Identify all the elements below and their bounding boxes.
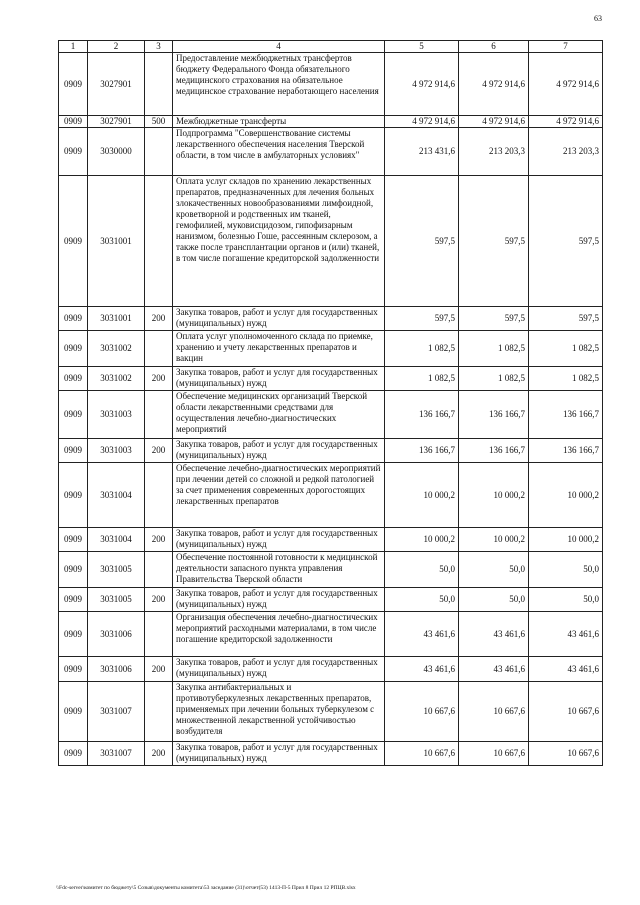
article-code: 3031003 — [88, 439, 145, 463]
article-code: 3030000 — [88, 128, 145, 176]
value-col-6: 1 082,5 — [459, 331, 529, 367]
section-code: 0909 — [59, 331, 88, 367]
table-row — [59, 331, 603, 367]
article-code: 3031002 — [88, 331, 145, 367]
value-col-5: 10 667,6 — [385, 682, 459, 742]
table-row — [59, 307, 603, 331]
table-row — [59, 53, 603, 116]
expense-type-code: 200 — [145, 657, 173, 682]
section-code: 0909 — [59, 128, 88, 176]
value-col-5: 43 461,6 — [385, 657, 459, 682]
table-row — [59, 128, 603, 176]
header-row — [59, 41, 603, 53]
section-code: 0909 — [59, 552, 88, 588]
article-code: 3031005 — [88, 588, 145, 612]
value-col-7: 50,0 — [529, 588, 603, 612]
row-name: Закупка товаров, работ и услуг для государственных (муниципальных) нужд — [173, 742, 385, 766]
header-col-6: 6 — [459, 41, 529, 53]
value-col-5: 136 166,7 — [385, 391, 459, 439]
value-col-6: 213 203,3 — [459, 128, 529, 176]
value-col-7: 10 000,2 — [529, 528, 603, 552]
table-row — [59, 612, 603, 657]
value-col-5: 1 082,5 — [385, 367, 459, 391]
section-code: 0909 — [59, 588, 88, 612]
row-name: Подпрограмма "Совершенствование системы лекарственного обеспечения населения Тверской области, в том числе в амбулаторных условиях" — [173, 128, 385, 176]
article-code: 3027901 — [88, 53, 145, 116]
article-code: 3031003 — [88, 391, 145, 439]
article-code: 3031005 — [88, 552, 145, 588]
value-col-7: 136 166,7 — [529, 439, 603, 463]
row-name: Закупка товаров, работ и услуг для государственных (муниципальных) нужд — [173, 528, 385, 552]
table-row — [59, 176, 603, 307]
value-col-5: 597,5 — [385, 176, 459, 307]
expense-type-code — [145, 612, 173, 657]
article-code: 3031006 — [88, 657, 145, 682]
table-row — [59, 439, 603, 463]
row-name: Оплата услуг складов по хранению лекарственных препаратов, предназначенных для лечения больных злокачественных новообразованиями лимфоидной, кроветворной и родственных им тканей, гемофилией, муковисцидозом, гипофизарным нанизмом, болезнью Гоше, рассеянным склерозом, а также после трансплантации органов и (или) тканей, в том числе погашение кредиторской задолженности — [173, 176, 385, 307]
table-row — [59, 528, 603, 552]
value-col-7: 1 082,5 — [529, 367, 603, 391]
value-col-6: 43 461,6 — [459, 657, 529, 682]
value-col-5: 10 000,2 — [385, 528, 459, 552]
header-col-1: 1 — [59, 41, 88, 53]
page-number: 63 — [594, 14, 602, 23]
article-code: 3031007 — [88, 742, 145, 766]
header-col-3: 3 — [145, 41, 173, 53]
expense-type-code: 200 — [145, 307, 173, 331]
value-col-7: 10 667,6 — [529, 742, 603, 766]
table-row — [59, 391, 603, 439]
value-col-6: 136 166,7 — [459, 391, 529, 439]
value-col-5: 50,0 — [385, 552, 459, 588]
header-col-5: 5 — [385, 41, 459, 53]
row-name: Обеспечение лечебно-диагностических мероприятий при лечении детей со сложной и редкой патологией за счет применения современных дорогостоящих лекарственных препаратов — [173, 463, 385, 528]
section-code: 0909 — [59, 391, 88, 439]
section-code: 0909 — [59, 116, 88, 128]
article-code: 3031004 — [88, 463, 145, 528]
section-code: 0909 — [59, 176, 88, 307]
expense-type-code — [145, 463, 173, 528]
expense-type-code — [145, 682, 173, 742]
section-code: 0909 — [59, 307, 88, 331]
value-col-5: 10 000,2 — [385, 463, 459, 528]
section-code: 0909 — [59, 612, 88, 657]
value-col-7: 1 082,5 — [529, 331, 603, 367]
value-col-5: 1 082,5 — [385, 331, 459, 367]
value-col-5: 43 461,6 — [385, 612, 459, 657]
value-col-5: 597,5 — [385, 307, 459, 331]
table-row — [59, 367, 603, 391]
value-col-6: 43 461,6 — [459, 612, 529, 657]
header-col-7: 7 — [529, 41, 603, 53]
value-col-7: 213 203,3 — [529, 128, 603, 176]
table-row — [59, 116, 603, 128]
value-col-6: 10 000,2 — [459, 528, 529, 552]
value-col-6: 50,0 — [459, 588, 529, 612]
section-code: 0909 — [59, 528, 88, 552]
expense-type-code: 200 — [145, 528, 173, 552]
value-col-7: 597,5 — [529, 176, 603, 307]
value-col-6: 50,0 — [459, 552, 529, 588]
row-name: Закупка товаров, работ и услуг для государственных (муниципальных) нужд — [173, 657, 385, 682]
section-code: 0909 — [59, 439, 88, 463]
section-code: 0909 — [59, 742, 88, 766]
section-code: 0909 — [59, 463, 88, 528]
expense-type-code — [145, 53, 173, 116]
value-col-7: 4 972 914,6 — [529, 53, 603, 116]
article-code: 3031002 — [88, 367, 145, 391]
value-col-7: 597,5 — [529, 307, 603, 331]
row-name: Закупка товаров, работ и услуг для государственных (муниципальных) нужд — [173, 367, 385, 391]
article-code: 3031001 — [88, 176, 145, 307]
expense-type-code — [145, 331, 173, 367]
row-name: Организация обеспечения лечебно-диагностических мероприятий расходными материалами, в том числе погашение кредиторской задолженности — [173, 612, 385, 657]
value-col-6: 10 000,2 — [459, 463, 529, 528]
value-col-5: 213 431,6 — [385, 128, 459, 176]
value-col-5: 136 166,7 — [385, 439, 459, 463]
value-col-7: 10 000,2 — [529, 463, 603, 528]
value-col-7: 136 166,7 — [529, 391, 603, 439]
section-code: 0909 — [59, 367, 88, 391]
table-row — [59, 552, 603, 588]
budget-table — [58, 40, 603, 766]
article-code: 3031004 — [88, 528, 145, 552]
value-col-6: 1 082,5 — [459, 367, 529, 391]
table-row — [59, 588, 603, 612]
article-code: 3031007 — [88, 682, 145, 742]
expense-type-code — [145, 552, 173, 588]
value-col-5: 4 972 914,6 — [385, 53, 459, 116]
expense-type-code: 500 — [145, 116, 173, 128]
value-col-6: 4 972 914,6 — [459, 53, 529, 116]
article-code: 3027901 — [88, 116, 145, 128]
value-col-5: 50,0 — [385, 588, 459, 612]
table-row — [59, 742, 603, 766]
row-name: Предоставление межбюджетных трансфертов бюджету Федерального Фонда обязательного медицинского страхования на обязательное медицинское страхование неработающего населения — [173, 53, 385, 116]
value-col-6: 136 166,7 — [459, 439, 529, 463]
value-col-5: 10 667,6 — [385, 742, 459, 766]
value-col-7: 10 667,6 — [529, 682, 603, 742]
expense-type-code: 200 — [145, 742, 173, 766]
expense-type-code — [145, 128, 173, 176]
value-col-7: 50,0 — [529, 552, 603, 588]
article-code: 3031006 — [88, 612, 145, 657]
article-code: 3031001 — [88, 307, 145, 331]
section-code: 0909 — [59, 53, 88, 116]
value-col-6: 4 972 914,6 — [459, 116, 529, 128]
value-col-7: 43 461,6 — [529, 657, 603, 682]
section-code: 0909 — [59, 657, 88, 682]
value-col-6: 597,5 — [459, 307, 529, 331]
header-col-4: 4 — [173, 41, 385, 53]
row-name: Оплата услуг уполномоченного склада по приемке, хранению и учету лекарственных препаратов и вакцин — [173, 331, 385, 367]
expense-type-code: 200 — [145, 439, 173, 463]
row-name: Обеспечение постоянной готовности к медицинской деятельности запасного пункта управления Правительства Тверской области — [173, 552, 385, 588]
expense-type-code: 200 — [145, 367, 173, 391]
value-col-5: 4 972 914,6 — [385, 116, 459, 128]
row-name: Обеспечение медицинских организаций Тверской области лекарственными средствами для осуществления лечебно-диагностических мероприятий — [173, 391, 385, 439]
expense-type-code — [145, 391, 173, 439]
row-name: Закупка антибактериальных и противотуберкулезных лекарственных препаратов, применяемых при лечении больных туберкулезом с множественной лекарственной устойчивостью возбудителя — [173, 682, 385, 742]
value-col-6: 10 667,6 — [459, 742, 529, 766]
header-col-2: 2 — [88, 41, 145, 53]
table-row — [59, 682, 603, 742]
file-path-footer: \\Fdc-server\комитет по бюджету\5 Созыв\документы комитета\53 заседание (31)\отчет(53) 1413-П-5 Прил 8 Прил 12 РПЦВ.xlsx — [56, 885, 356, 891]
value-col-7: 4 972 914,6 — [529, 116, 603, 128]
expense-type-code — [145, 176, 173, 307]
section-code: 0909 — [59, 682, 88, 742]
row-name: Межбюджетные трансферты — [173, 116, 385, 128]
table-row — [59, 463, 603, 528]
expense-type-code: 200 — [145, 588, 173, 612]
value-col-6: 10 667,6 — [459, 682, 529, 742]
value-col-7: 43 461,6 — [529, 612, 603, 657]
table-row — [59, 657, 603, 682]
row-name: Закупка товаров, работ и услуг для государственных (муниципальных) нужд — [173, 588, 385, 612]
value-col-6: 597,5 — [459, 176, 529, 307]
row-name: Закупка товаров, работ и услуг для государственных (муниципальных) нужд — [173, 307, 385, 331]
row-name: Закупка товаров, работ и услуг для государственных (муниципальных) нужд — [173, 439, 385, 463]
